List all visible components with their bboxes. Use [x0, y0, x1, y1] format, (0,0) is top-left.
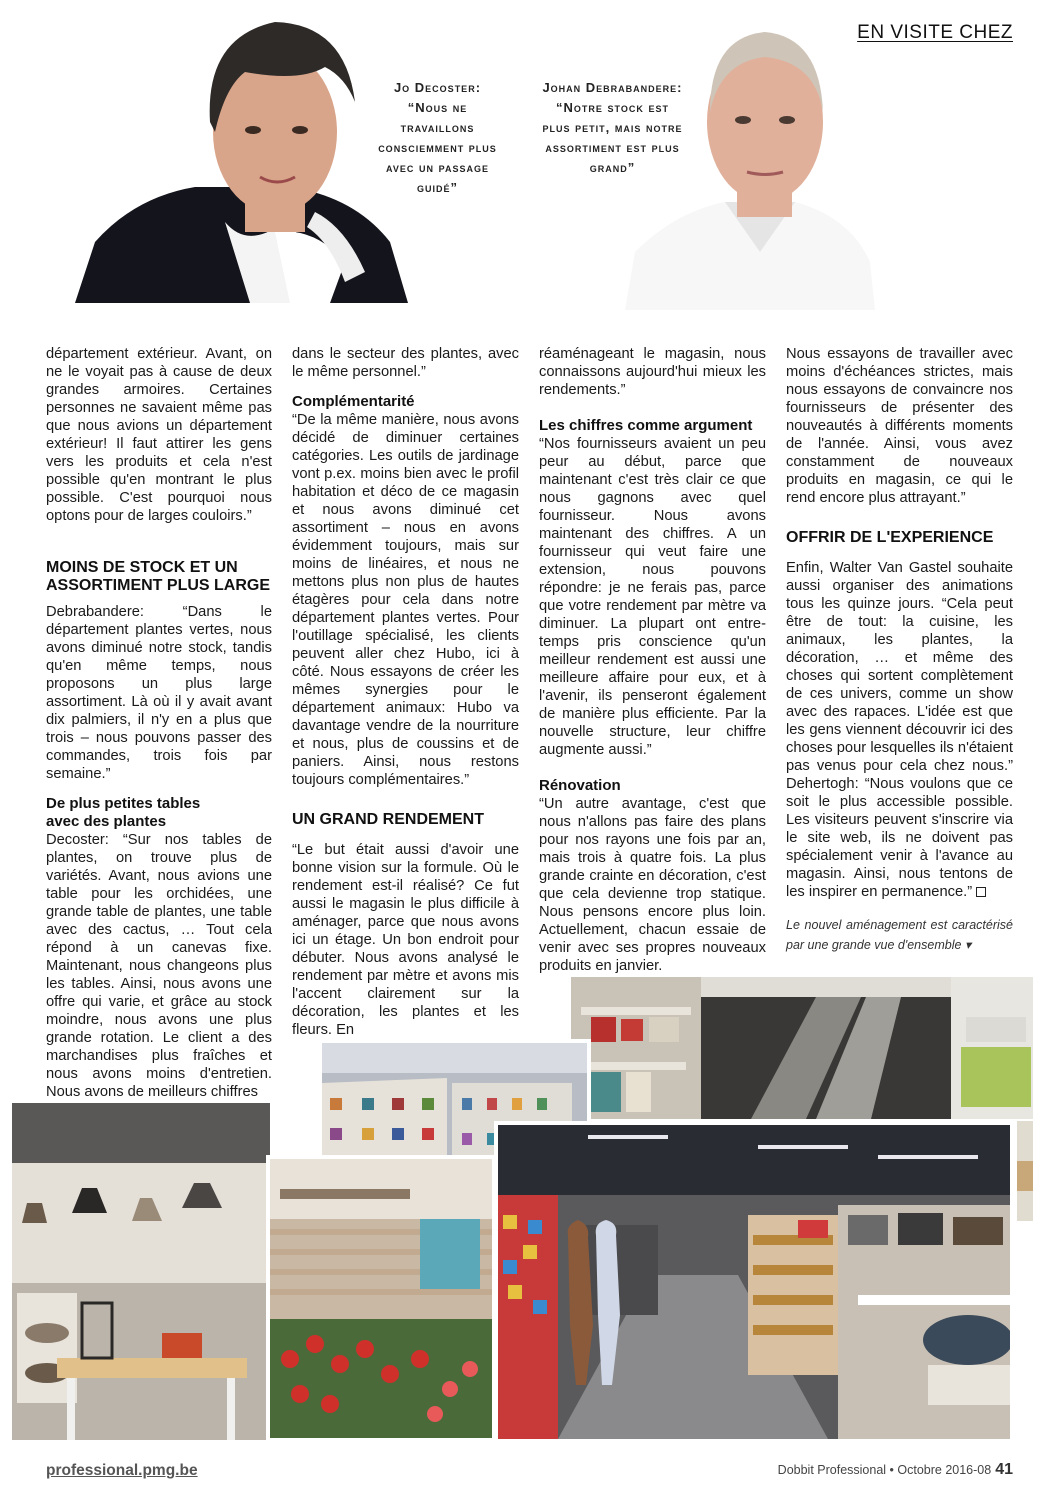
photo-escalator [571, 977, 1033, 1119]
quote-text: “Notre stock est plus petit, mais notre assortiment est plus grand” [542, 100, 683, 175]
photo-store-aisle [494, 1121, 1014, 1443]
section-heading: MOINS DE STOCK ET UN ASSORTIMENT PLUS LARGE [46, 559, 271, 594]
text-column-1 [46, 345, 272, 1101]
paragraph: dans le secteur des plantes, avec le même personnel.” [292, 346, 519, 380]
quote-text: “Nous ne travaillons consciemment plus avec un passage guidé” [378, 100, 497, 195]
paragraph: “Le but était aussi d'avoir une bonne vision sur la formule. Où le rendement est-il réalisé? Ce fut aussi le magasin le plus difficile à aménager, parce que nous avons ici un étage. Un bon endroit pour débuter. Nous avons analysé le rendement par mètre et avons mis l'accent clairement sur la décoration, les plantes et les fleurs. En [292, 842, 519, 1038]
paragraph [786, 559, 1013, 901]
photo-caption: Le nouvel aménagement est caractérisé par une grande vue d'ensemble ▾ [786, 918, 1013, 952]
pull-quote-left [370, 78, 505, 198]
paragraph: Debrabandere: “Dans le département plantes vertes, nous avons diminué notre stock, tandis qu'en même temps, nous proposons un plus large assortiment. Là où il y avait avant dix palmiers, il n'y en a plus que trois – nous pouvons passer des commandes, trois fois par semaine.” [46, 604, 272, 782]
footer-issue [778, 1461, 1013, 1479]
paragraph-text: Enfin, Walter Van Gastel souhaite aussi organiser des animations tous les quinze jours. “Cela peut être de tout: la cuisine, les animaux, les plantes, la décoration, … et même des choses qui sortent complètement de ces univers, comme un show avec des rapaces. L'idée est que les gens viennent découvrir ici des choses pour lesquelles ils n'étaient pas venus pour cela chez nous.” Dehertogh: “Nous voulons que ce soit le plus accessible possible. Les visiteurs peuvent s'inscrire via le site web, ils ne doivent pas spécialement venir à l'avance au magasin. Ainsi, nous tentons de les inspirer en permanence.” [786, 560, 1013, 900]
page-number: 41 [995, 1461, 1013, 1478]
text-column-3 [539, 345, 766, 975]
photo-plants-display [266, 1155, 496, 1442]
sub-heading: Complémentarité [292, 393, 415, 410]
paragraph: réaménageant le magasin, nous connaissons aujourd'hui mieux les rendements.” [539, 346, 766, 398]
quote-speaker: Johan Debrabandere: [542, 80, 683, 95]
end-mark-icon [976, 887, 986, 897]
photo-lamps-display [12, 1103, 270, 1440]
paragraph: département extérieur. Avant, on ne le voyait pas à cause de deux grandes armoires. Certaines personnes ne savaient même pas que nous avions un département extérieur! Il faut attirer les gens vers les produits et cela n'est possible qu'en montrant le plus possible. C'est pourquoi nous optons pour de larges couloirs.” [46, 346, 272, 524]
quote-speaker: Jo Decoster: [393, 80, 482, 95]
section-tag: EN VISITE CHEZ [857, 22, 1013, 43]
paragraph: “Nos fournisseurs avaient un peu peur au début, parce que maintenant c'est très clair ce que nous gagnons avec quel fournisseur. Nous avons maintenant des chiffres. A un fournisseur qui veut faire une extension, nous pouvons répondre: je ne ferais pas, parce que votre rendement par mètre va diminuer. La plupart ont entre-temps pris conscience qu'un meilleur rendement est aussi une meilleure affaire pour eux, et à l'avenir, ils penseront également de manière plus efficiente. Par la nouvelle structure, leur chiffre augmente aussi.” [539, 436, 766, 758]
footer-url[interactable]: professional.pmg.be [46, 1462, 198, 1479]
section-heading: UN GRAND RENDEMENT [292, 811, 484, 828]
paragraph: “De la même manière, nous avons décidé de diminuer certaines catégories. Les outils de jardinage vont p.ex. moins bien avec le profil habitation et déco de ce magasin et nous avons diminué cet assortiment – nous en avons évidemment toujours, mais sur moins de linéaires, et nous ne mettons plus non plus de hautes étagères pour cela dans notre département plantes vertes. Pour l'outillage spécialisé, les clients peuvent aller chez Hubo, ici à côté. Nous essayons de créer les mêmes synergies pour le département animaux: Hubo va davantage vendre de la nourriture et nous, plus de coussins et de paniers. Ainsi, nous restons toujours complémentaires.” [292, 412, 519, 788]
text-column-2 [292, 345, 519, 1039]
paragraph: Nous essayons de travailler avec moins d'échéances strictes, mais nous essayons de convaincre nos fournisseurs de présenter des nouveautés à différents moments de l'année. Ainsi, vous avez constamment de nouveaux produits en magasin, ce qui le rend encore plus attrayant.” [786, 346, 1013, 506]
paragraph: “Un autre avantage, c'est que nous n'allons pas faire des plans pour nos rayons une fois par an, mais trois à quatre fois. La plus grande crainte en décoration, c'est que cela devienne trop statique. Nous pensons encore plus loin. Actuellement, chacun essaie de venir avec ses propres nouveaux produits en janvier. [539, 796, 766, 974]
sub-heading: Les chiffres comme argument [539, 417, 753, 434]
photo-edge-strip [1017, 1121, 1033, 1221]
issue-info: Dobbit Professional • Octobre 2016-08 [777, 1463, 992, 1477]
text-column-4 [786, 345, 1013, 955]
portrait-jo-decoster [75, 12, 408, 303]
sub-heading: De plus petites tables avec des plantes [46, 795, 201, 830]
section-heading: OFFRIR DE L'EXPERIENCE [786, 529, 994, 546]
sub-heading: Rénovation [539, 777, 621, 794]
paragraph: Decoster: “Sur nos tables de plantes, on trouve plus de variétés. Avant, nous avions une table pour les orchidées, une grande table de plantes, une table avec des cactus, … Tout cela répond à un canevas fixe. Maintenant, nous changeons plus les tables. Ainsi, nous avons une offre qui varie, et grâce au stock moindre, nous avons une plus grande rotation. Le client a des marchandises plus fraîches et nous avons moins d'entretien. Nous avons de meilleurs chiffres [46, 832, 272, 1100]
portrait-johan-debrabandere [625, 22, 875, 310]
